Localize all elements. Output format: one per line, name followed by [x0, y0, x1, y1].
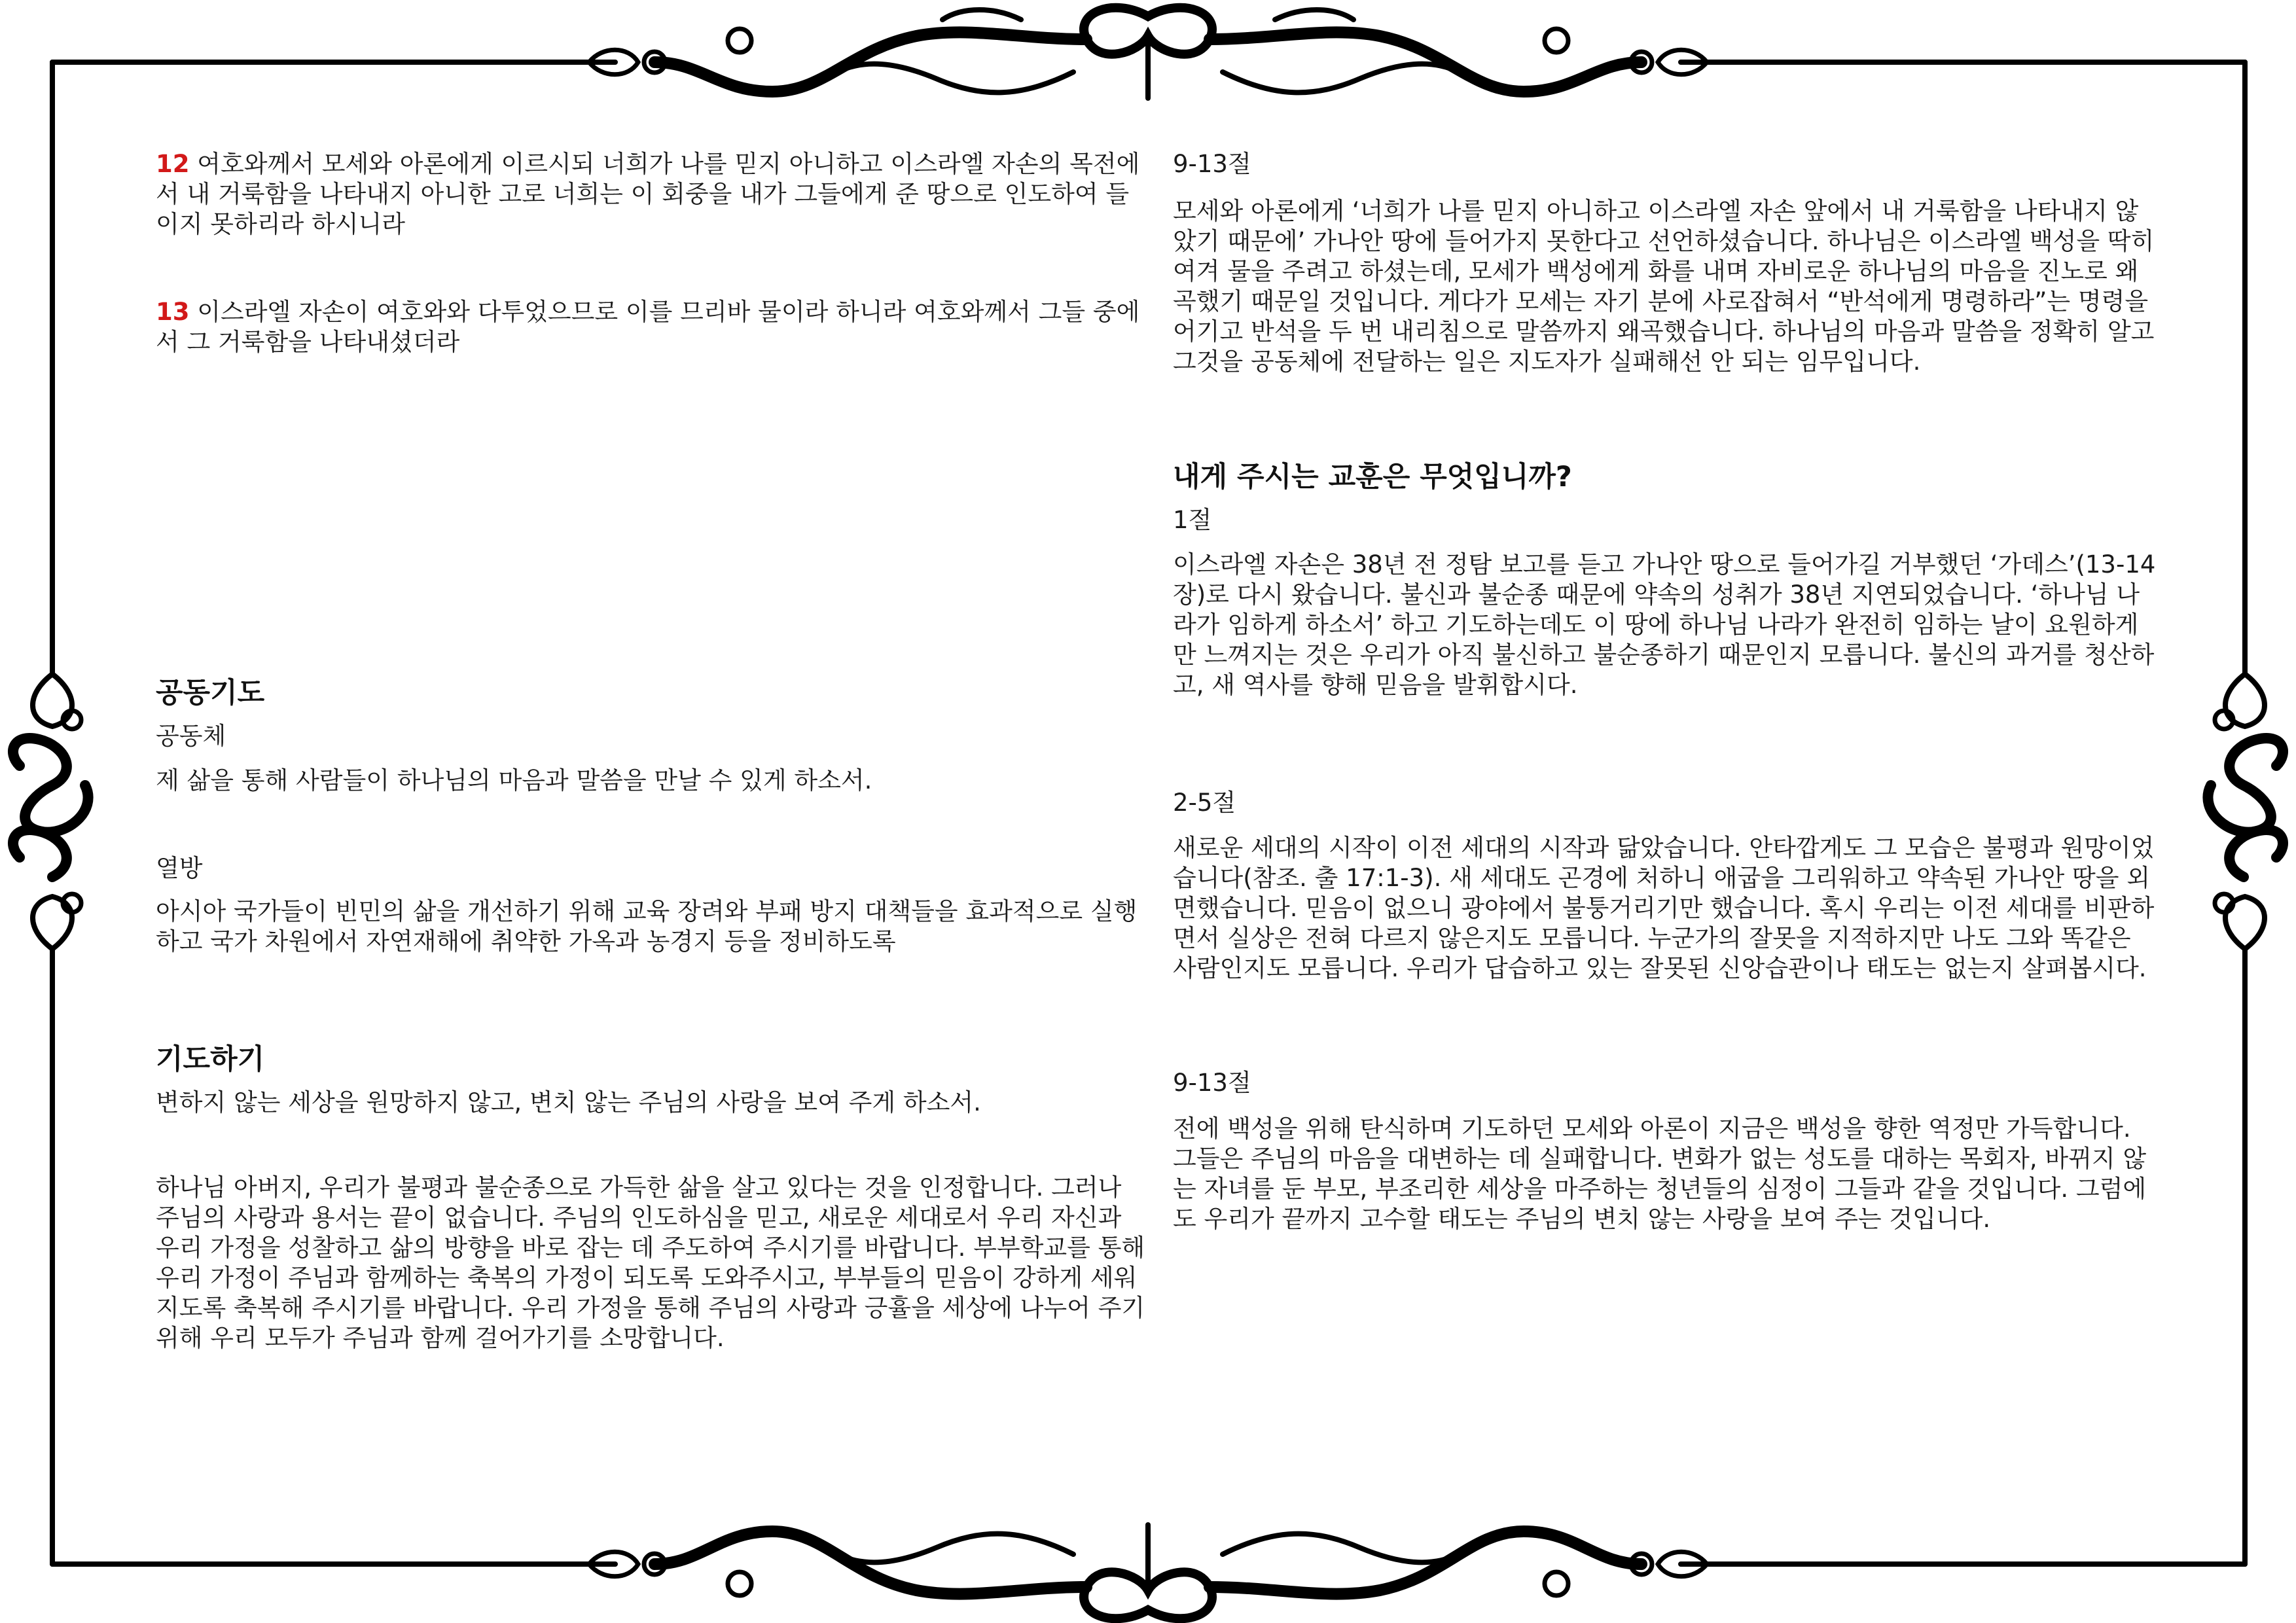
lesson-v3-ref: 9-13절 — [1173, 1069, 1251, 1097]
lesson-v2-text: 새로운 세대의 시작이 이전 세대의 시작과 닮았습니다. 안타깝게도 그 모습은 불평과 원망이었습니다(참조. 출 17:1-3). 새 세대도 곤경에 처하니 애굽을 그리워하고 약속된 가나안 땅을 외면했습니다. 믿음이 없으니 광야에서 불퉁거리기만 했습니다. 혹시 우리는 이전 세대를 비판하면서 실상은 전혀 다르지 않은지도 모릅니다. 누군가의 잘못을 지적하지만 나도 그와 똑같은 사람인지도 모릅니다. 우리가 답습하고 있는 잘못된 신앙습관이나 태도는 없는지 살펴봅시다. — [1173, 834, 2155, 982]
lesson-v3-text: 전에 백성을 위해 탄식하며 기도하던 모세와 아론이 지금은 백성을 향한 역정만 가득합니다. 그들은 주님의 마음을 대변하는 데 실패합니다. 변화가 없는 성도를 대하는 목회자, 바뀌지 않는 자녀를 둔 부모, 부조리한 세상을 마주하는 청년들의 심정이 그들과 같을 것입니다. 그럼에도 우리가 끝까지 고수할 태도는 주님의 변치 않는 사랑을 보여 주는 것입니다. — [1173, 1115, 2147, 1233]
nations-label: 열방 — [156, 854, 203, 882]
section1-text: 모세와 아론에게 ‘너희가 나를 믿지 아니하고 이스라엘 자손 앞에서 내 거룩함을 나타내지 않았기 때문에’ 가나안 땅에 들어가지 못한다고 선언하셨습니다. 하나님은 이스라엘 백성을 딱히 여겨 물을 주려고 하셨는데, 모세가 백성에게 화를 내며 자비로운 하나님의 마음을 진노로 왜곡했기 때문일 것입니다. 게다가 모세는 자기 분에 사로잡혀서 “반석에게 명령하라”는 명령을 어기고 반석을 두 번 내리침으로 말씀까지 왜곡했습니다. 하나님의 마음과 말씀을 정확히 알고 그것을 공동체에 전달하는 일은 지도자가 실패해선 안 되는 임무입니다. — [1173, 197, 2155, 376]
verse-number: 13 — [156, 298, 190, 326]
prayer-body: 하나님 아버지, 우리가 불평과 불순종으로 가득한 삶을 살고 있다는 것을 인정합니다. 그러나 주님의 사랑과 용서는 끝이 없습니다. 주님의 인도하심을 믿고, 새로운 세대로서 우리 자신과 우리 가정을 성찰하고 삶의 방향을 바로 잡는 데 주도하여 주시기를 바랍니다. 부부학교를 통해 우리 가정이 주님과 함께하는 축복의 가정이 되도록 도와주시고, 부부들의 믿음이 강하게 세워지도록 축복해 주시기를 바랍니다. 우리 가정을 통해 주님의 사랑과 긍휼을 세상에 나누어 주기 위해 우리 모두가 주님과 함께 걸어가기를 소망합니다. — [156, 1173, 1145, 1352]
lesson-v1-text: 이스라엘 자손은 38년 전 정탐 보고를 듣고 가나안 땅으로 들어가길 거부했던 ‘가데스’(13-14장)로 다시 왔습니다. 불신과 불순종 때문에 약속의 성취가 38년 지연되었습니다. ‘하나님 나라가 임하게 하소서’ 하고 기도하는데도 이 땅에 하나님 나라가 완전히 임하는 날이 요원하게만 느껴지는 것은 우리가 아직 불신하고 불순종하기 때문인지 모릅니다. 불신의 과거를 청산하고, 새 역사를 향해 믿음을 발휘합시다. — [1173, 550, 2156, 699]
top-ornament — [589, 8, 1707, 98]
lesson-heading: 내게 주시는 교훈은 무엇입니까? — [1173, 461, 1572, 493]
verse-13 — [156, 297, 1151, 357]
prayer-line: 변하지 않는 세상을 원망하지 않고, 변치 않는 주님의 사랑을 보여 주게 하소서. — [156, 1088, 981, 1116]
common-prayer-heading: 공동기도 — [156, 677, 265, 709]
verse-number: 12 — [156, 150, 190, 178]
section1-ref: 9-13절 — [1173, 150, 1251, 178]
verse-12 — [156, 149, 1151, 240]
nations-text: 아시아 국가들이 빈민의 삶을 개선하기 위해 교육 장려와 부패 방지 대책들을 효과적으로 실행하고 국가 차원에서 자연재해에 취약한 가옥과 농경지 등을 정비하도록 — [156, 897, 1138, 955]
verse-text: 여호와께서 모세와 아론에게 이르시되 너희가 나를 믿지 아니하고 이스라엘 자손의 목전에서 내 거룩함을 나타내지 아니한 고로 너희는 이 회중을 내가 그들에게 준 땅으로 인도하여 들이지 못하리라 하시니라 — [156, 150, 1140, 238]
right-side-ornament — [2208, 674, 2283, 949]
verse-text: 이스라엘 자손이 여호와와 다투었으므로 이를 므리바 물이라 하니라 여호와께서 그들 중에서 그 거룩함을 나타내셨더라 — [156, 298, 1140, 356]
lesson-v1-ref: 1절 — [1173, 506, 1212, 534]
prayer-heading: 기도하기 — [156, 1043, 265, 1076]
bottom-ornament — [589, 1525, 1707, 1618]
community-text: 제 삶을 통해 사람들이 하나님의 마음과 말씀을 만날 수 있게 하소서. — [156, 766, 872, 794]
left-side-ornament — [13, 674, 88, 949]
lesson-v2-ref: 2-5절 — [1173, 789, 1236, 817]
community-label: 공동체 — [156, 722, 226, 750]
